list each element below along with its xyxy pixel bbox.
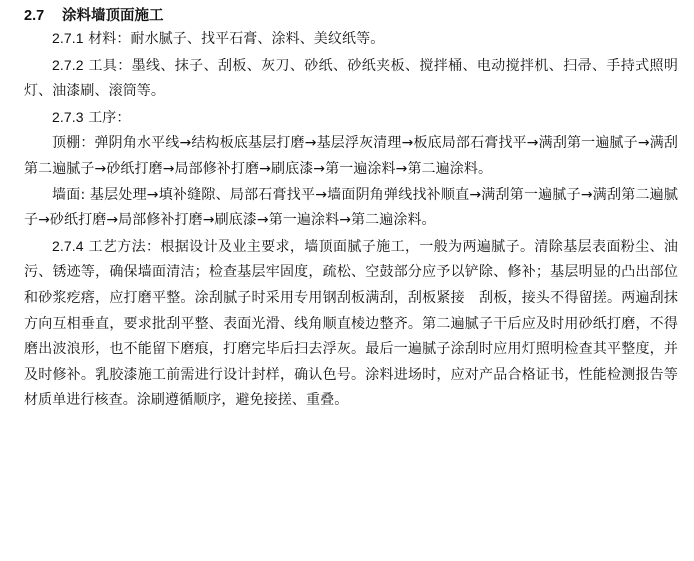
section-heading: [24, 6, 678, 26]
ceiling-text: 顶棚：弹阴角水平线→结构板底基层打磨→基层浮灰清理→板底局部石膏找平→满刮第一遍腻子→满刮第二遍腻子→砂纸打磨→局部修补打磨→刷底漆→第一遍涂料→第二遍涂料。: [24, 135, 678, 177]
wall-text: 墙面: 基层处理→填补缝隙、局部石膏找平→墙面阴角弹线找补顺直→满刮第一遍腻子→满刮第二遍腻子→砂纸打磨→局部修补打磨→刷底漆→第一遍涂料→第二遍涂料。: [24, 186, 678, 229]
section-number: 2.7: [24, 8, 45, 24]
materials-paragraph: [24, 26, 678, 53]
process-paragraph: [24, 105, 678, 132]
tools-paragraph: [24, 53, 678, 105]
ceiling-paragraph: [24, 131, 678, 182]
process-text: 工序：: [88, 109, 131, 126]
wall-paragraph: [24, 183, 678, 234]
method-label: 2.7.4: [52, 237, 84, 254]
method-text: 工艺方法：根据设计及业主要求，墙顶面腻子施工，一般为两遍腻子。清除基层表面粉尘、油污、锈迹等，确保墙面清洁；检查基层牢固度，疏松、空鼓部分应予以铲除、修补；基层明显的凸出部位和砂浆疙瘩，应打磨平整。涂刮腻子时采用专用钢刮板满刮，刮板紧接 刮板，接头不得留搓。两遍刮抹方向互相垂直，要求批刮平整、表面光滑、线角顺直棱边整齐。第二遍腻子干后应及时用砂纸打磨，不得磨出波浪形，也不能留下磨痕，打磨完毕后扫去浮灰。最后一遍腻子涂刮时应用灯照明检查其平整度，并及时修补。乳胶漆施工前需进行设计封样，确认色号。涂料进场时，应对产品合格证书，性能检测报告等材质单进行核查。涂刷遵循顺序，避免接搓、重叠。: [24, 238, 678, 409]
section-title: 涂料墙顶面施工: [62, 8, 164, 24]
materials-label: 2.7.1: [52, 30, 84, 46]
tools-label: 2.7.2: [52, 56, 84, 73]
tools-text: 工具：墨线、抹子、刮板、灰刀、砂纸、砂纸夹板、搅拌桶、电动搅拌机、扫帚、手持式照明灯、油漆刷、滚筒等。: [24, 57, 678, 100]
materials-text: 材料：耐水腻子、找平石膏、涂料、美纹纸等。: [88, 31, 385, 47]
process-label: 2.7.3: [52, 108, 84, 125]
method-paragraph: [24, 234, 678, 414]
